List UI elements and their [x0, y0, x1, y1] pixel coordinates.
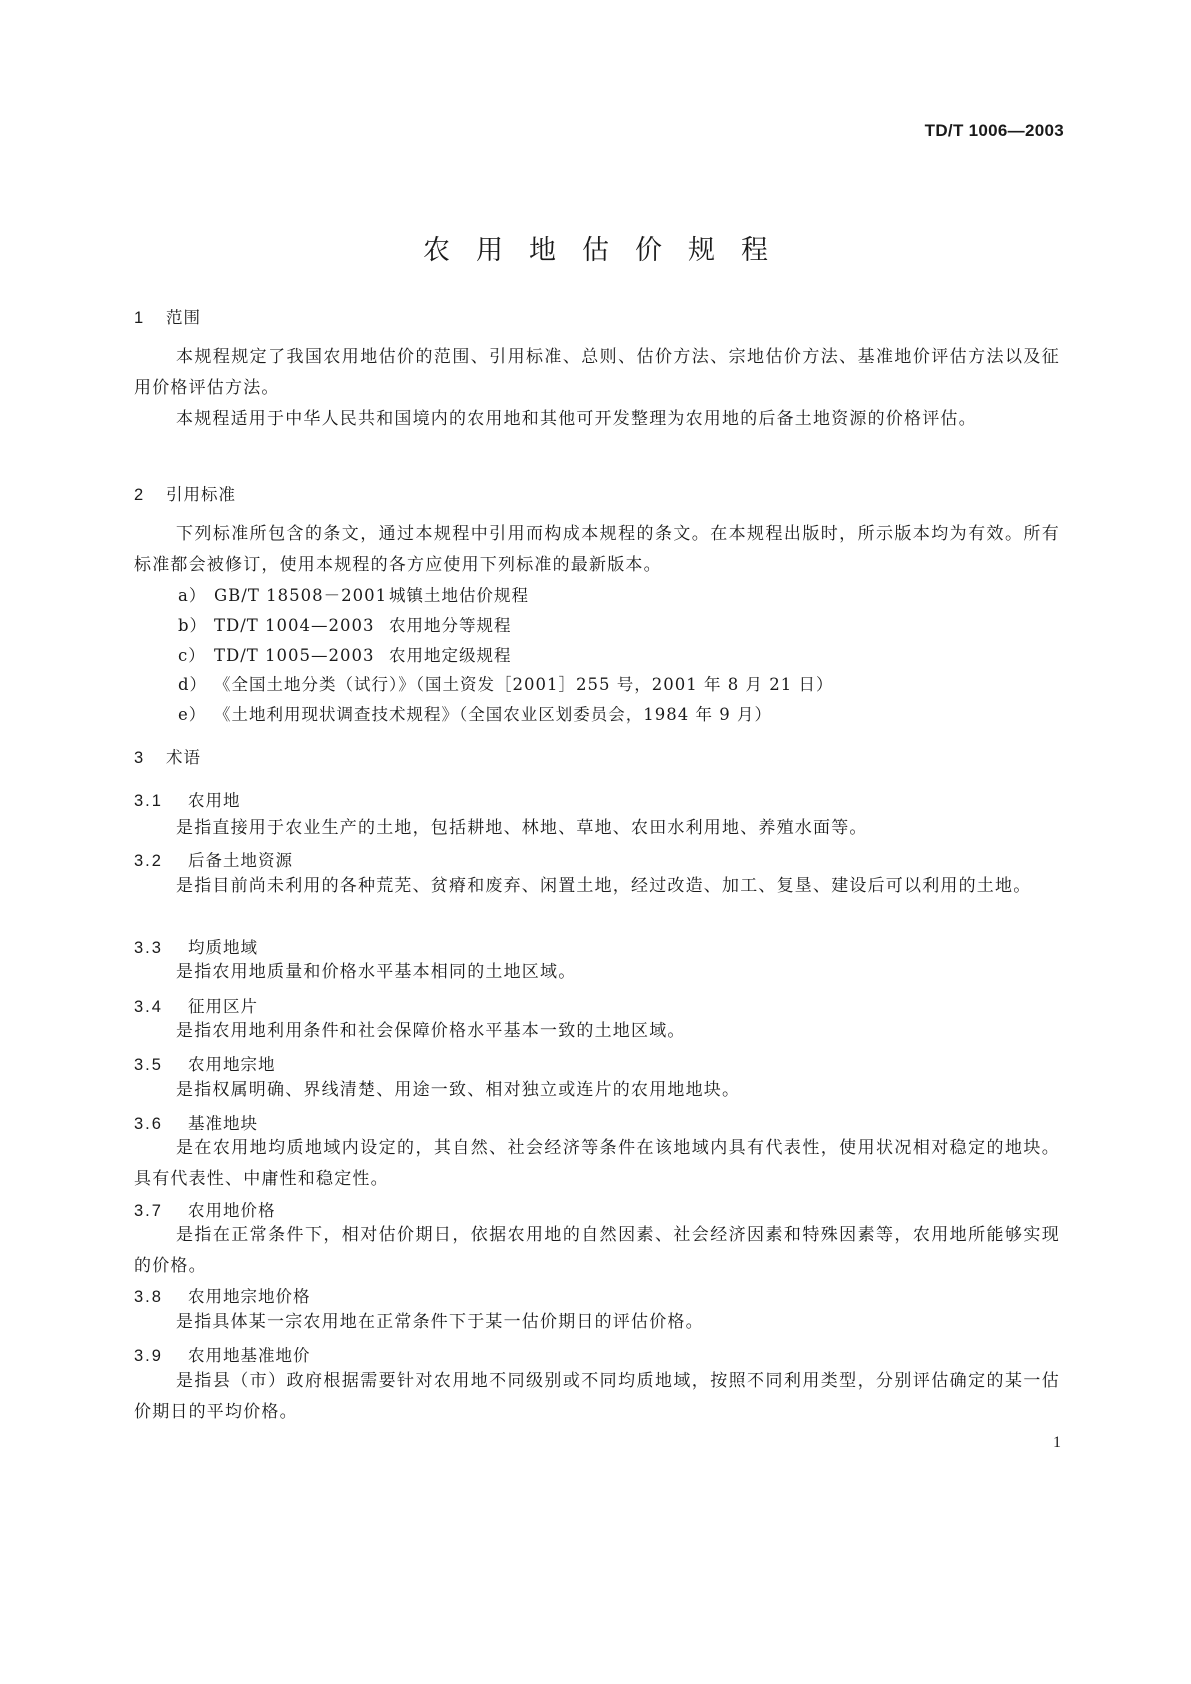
term-heading — [134, 1110, 258, 1134]
term-title: 农用地宗地价格 — [188, 1287, 311, 1306]
reference-name: 城镇土地估价规程 — [389, 586, 529, 605]
reference-name: 农用地定级规程 — [389, 646, 512, 665]
term-heading — [134, 993, 258, 1017]
term-heading — [134, 847, 293, 871]
section-title: 术语 — [166, 748, 201, 767]
term-definition: 是指目前尚未利用的各种荒芜、贫瘠和废弃、闲置土地，经过改造、加工、复垦、建设后可以利用的土地。 — [176, 876, 1032, 896]
reference-text: 《全国土地分类（试行）》（国土资发［2001］255 号，2001 年 8 月 21 日） — [214, 675, 834, 694]
reference-label: b） — [178, 616, 208, 635]
term-number: 3.9 — [134, 1347, 163, 1365]
term-definition: 是指县（市）政府根据需要针对农用地不同级别或不同均质地域，按照不同利用类型，分别评估确定的某一估价期日的平均价格。 — [134, 1371, 1060, 1422]
term-number: 3.7 — [134, 1202, 163, 1220]
term-number: 3.1 — [134, 792, 163, 810]
reference-text: 《土地利用现状调查技术规程》（全国农业区划委员会，1984 年 9 月） — [214, 705, 772, 724]
reference-item — [178, 671, 833, 695]
reference-item — [178, 642, 512, 666]
term-number: 3.6 — [134, 1115, 163, 1133]
term-title: 均质地域 — [188, 938, 258, 957]
term-title: 农用地 — [188, 791, 241, 810]
section-title: 引用标准 — [166, 485, 236, 504]
term-definition: 是指具体某一宗农用地在正常条件下于某一估价期日的评估价格。 — [176, 1312, 704, 1332]
term-definition: 是指权属明确、界线清楚、用途一致、相对独立或连片的农用地地块。 — [176, 1080, 741, 1100]
term-title: 基准地块 — [188, 1114, 258, 1133]
term-title: 农用地基准地价 — [188, 1346, 311, 1365]
term-heading — [134, 1342, 311, 1366]
section-3-heading — [134, 744, 201, 768]
reference-item — [178, 582, 529, 606]
section-number: 3 — [134, 749, 145, 767]
term-heading — [134, 1051, 276, 1075]
term-number: 3.2 — [134, 852, 163, 870]
term-definition: 是指农用地质量和价格水平基本相同的土地区域。 — [176, 962, 577, 982]
section-number: 2 — [134, 486, 145, 504]
document-title: 农用地估价规程 — [423, 235, 794, 266]
term-definition: 是在农用地均质地域内设定的，其自然、社会经济等条件在该地域内具有代表性，使用状况相对稳定的地块。具有代表性、中庸性和稳定性。 — [134, 1138, 1060, 1189]
term-heading — [134, 934, 258, 958]
reference-name: 农用地分等规程 — [389, 616, 512, 635]
term-definition: 是指农用地利用条件和社会保障价格水平基本一致的土地区域。 — [176, 1021, 686, 1041]
term-heading — [134, 787, 241, 811]
term-number: 3.8 — [134, 1288, 163, 1306]
reference-item — [178, 612, 512, 636]
term-title: 征用区片 — [188, 997, 258, 1016]
section-2-heading — [134, 481, 236, 505]
term-number: 3.4 — [134, 998, 163, 1016]
reference-code: GB/T 18508－2001 — [214, 586, 388, 605]
reference-item — [178, 701, 772, 725]
reference-label: a） — [178, 586, 207, 605]
section-1-heading — [134, 304, 201, 328]
term-heading — [134, 1283, 311, 1307]
term-number: 3.5 — [134, 1056, 163, 1074]
reference-label: d） — [178, 675, 208, 694]
reference-label: c） — [178, 646, 206, 665]
term-definition: 是指直接用于农业生产的土地，包括耕地、林地、草地、农田水利用地、养殖水面等。 — [176, 818, 868, 838]
term-title: 后备土地资源 — [188, 851, 293, 870]
standard-code: TD/T 1006—2003 — [924, 121, 1064, 140]
term-definition: 是指在正常条件下，相对估价期日，依据农用地的自然因素、社会经济因素和特殊因素等，农用地所能够实现的价格。 — [134, 1225, 1060, 1276]
section-title: 范围 — [166, 308, 201, 327]
reference-code: TD/T 1004—2003 — [214, 616, 375, 635]
term-title: 农用地宗地 — [188, 1055, 276, 1074]
reference-code: TD/T 1005—2003 — [214, 646, 375, 665]
section-number: 1 — [134, 309, 145, 327]
section-2-paragraph-1: 下列标准所包含的条文，通过本规程中引用而构成本规程的条文。在本规程出版时，所示版本均为有效。所有标准都会被修订，使用本规程的各方应使用下列标准的最新版本。 — [134, 524, 1060, 575]
page-number: 1 — [1053, 1434, 1061, 1451]
section-1-paragraph-2: 本规程适用于中华人民共和国境内的农用地和其他可开发整理为农用地的后备土地资源的价格评估。 — [176, 409, 977, 429]
section-1-paragraph-1: 本规程规定了我国农用地估价的范围、引用标准、总则、估价方法、宗地估价方法、基准地价评估方法以及征用价格评估方法。 — [134, 347, 1060, 398]
term-title: 农用地价格 — [188, 1201, 276, 1220]
term-heading — [134, 1197, 276, 1221]
term-number: 3.3 — [134, 939, 163, 957]
reference-label: e） — [178, 705, 207, 724]
